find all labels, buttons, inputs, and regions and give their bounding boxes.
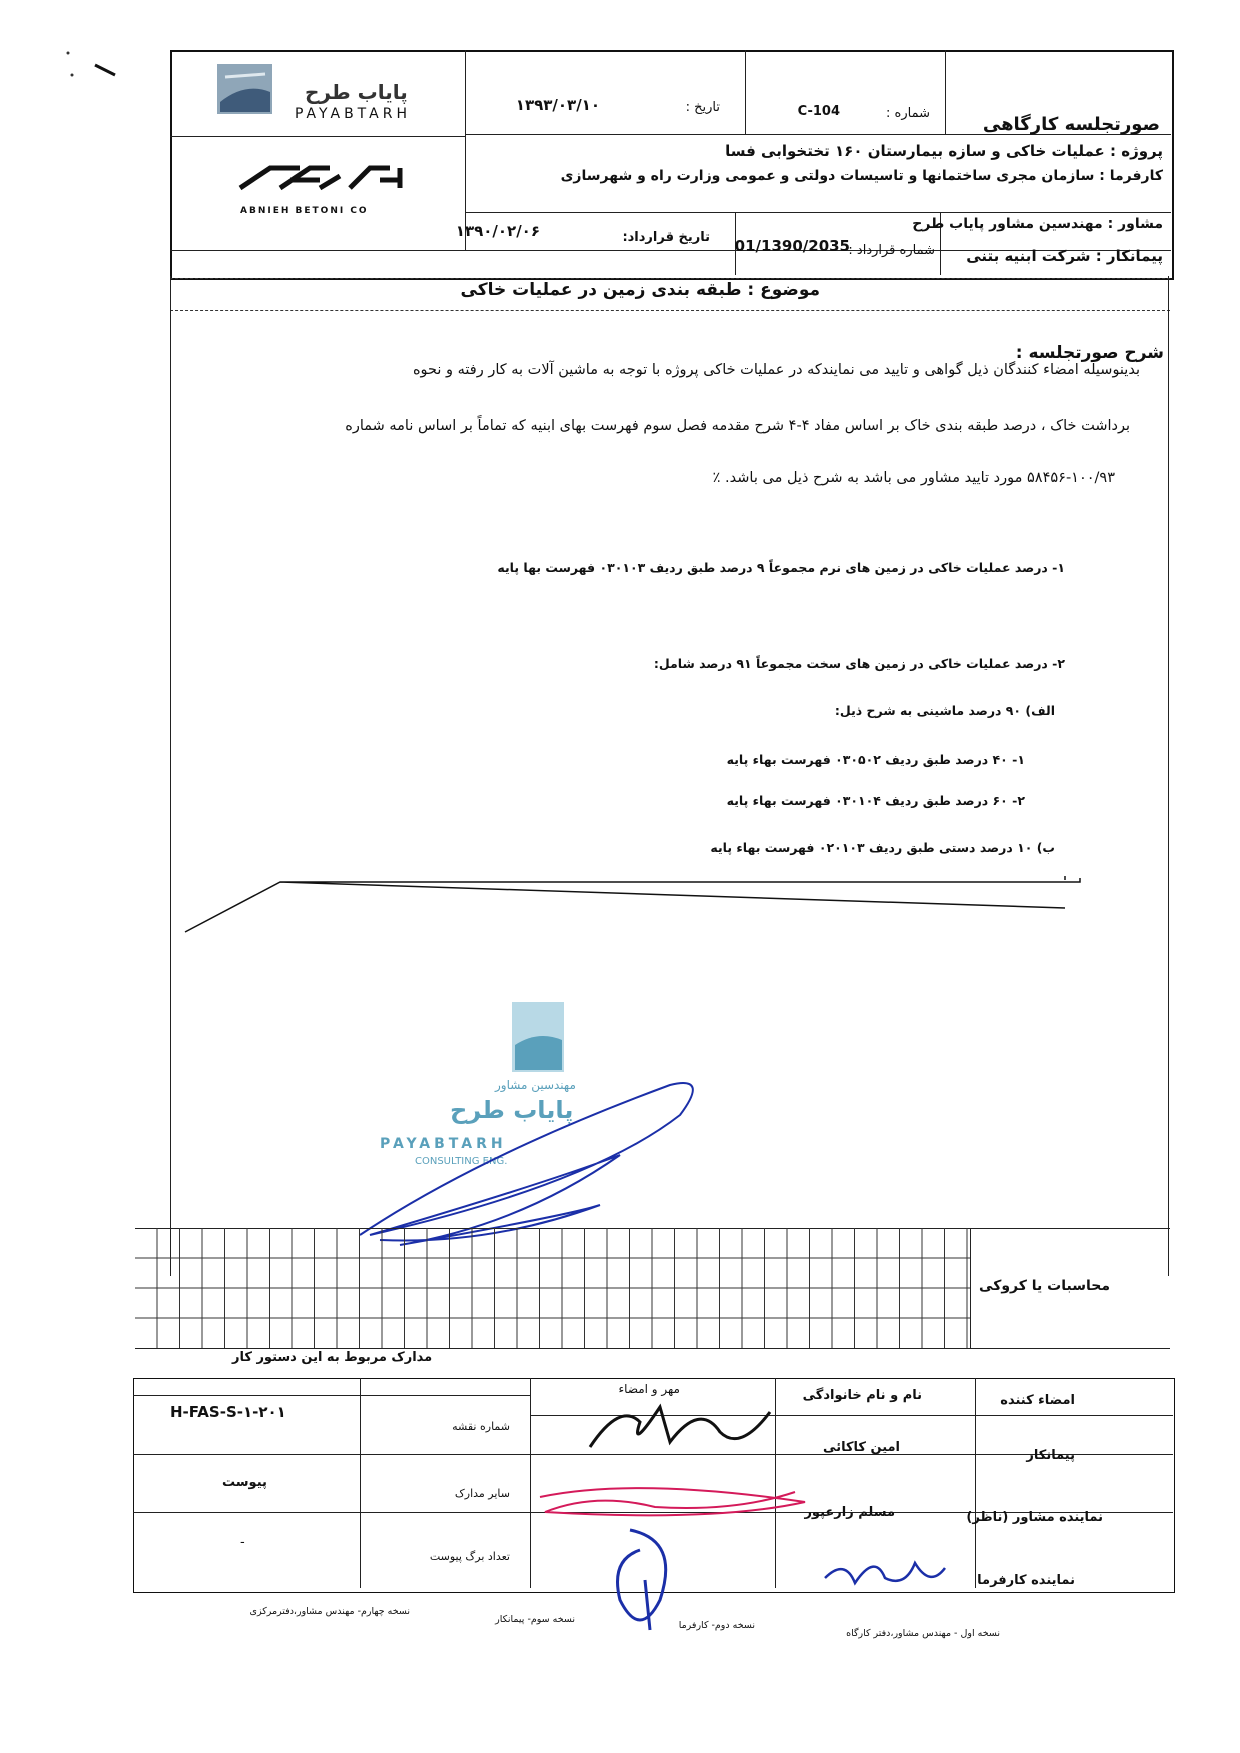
- date-label: تاریخ :: [685, 100, 720, 115]
- sketch-grid: [135, 1228, 970, 1348]
- consultant-logo-fa: پایاب طرح: [305, 80, 408, 104]
- row-name-1: مسلم زارعپور: [804, 1505, 895, 1520]
- body-left-border: [170, 276, 171, 1276]
- body-heading: شرح صورتجلسه :: [1015, 343, 1164, 363]
- contract-date-value: ۱۳۹۰/۰۲/۰۶: [455, 222, 540, 240]
- stamp-line-2: پایاب طرح: [450, 1096, 574, 1124]
- stamp-line-4: CONSULTING ENG.: [415, 1156, 508, 1167]
- item-1: ۱- درصد عملیات خاکی در زمین های نرم مجموعاً ۹ درصد طبق ردیف ۰۳۰۱۰۳ فهرست بها پایه: [497, 560, 1065, 575]
- row-role-0: پیمانکار: [1026, 1448, 1075, 1463]
- copy-2: نسخه دوم- کارفرما: [678, 1620, 755, 1631]
- body-line-1: بدینوسیله امضاء کنندگان ذیل گواهی و تایید می نمایندکه در عملیات خاکی پروژه با توجه به ماشین آلات به کار رفته و نحوه: [412, 362, 1140, 378]
- consultant-logo-en: PAYABTARH: [295, 106, 411, 122]
- col-role: امضاء کننده: [1000, 1393, 1075, 1408]
- col-name: نام و نام خانوادگی: [802, 1388, 922, 1403]
- number-label: شماره :: [886, 106, 930, 121]
- contractor-logo: [230, 158, 430, 228]
- drawing-no-value: H-FAS-S-۱-۲۰۱: [170, 1403, 286, 1421]
- number-value: C-104: [797, 104, 840, 119]
- docs-title: مدارک مربوط به این دستور کار: [232, 1350, 433, 1365]
- item-2: ۲- درصد عملیات خاکی در زمین های سخت مجموعاً ۹۱ درصد شامل:: [653, 656, 1065, 671]
- item-2b: ب) ۱۰ درصد دستی طبق ردیف ۰۲۰۱۰۳ فهرست بهاء پایه: [710, 840, 1055, 855]
- header-divider: [170, 278, 1170, 279]
- consultant-logo-icon: [215, 62, 275, 117]
- drawing-no-label: شماره نقشه: [452, 1420, 510, 1433]
- contract-no-label: شماره قرارداد :: [848, 243, 935, 258]
- subject-title: موضوع : طبقه بندی زمین در عملیات خاکی: [460, 280, 820, 300]
- margin-mark: [60, 45, 130, 115]
- contractor-logo-icon: [230, 158, 410, 198]
- contractor-signature: [580, 1392, 780, 1462]
- attach-count-value: -: [240, 1535, 245, 1550]
- attach-count-label: تعداد برگ پیوست: [429, 1550, 510, 1563]
- item-2a-1: ۱- ۴۰ درصد طبق ردیف ۰۳۰۵۰۲ فهرست بهاء پایه: [726, 752, 1025, 767]
- closing-lines: [180, 870, 1140, 950]
- item-2a: الف) ۹۰ درصد ماشینی به شرح ذیل:: [834, 703, 1055, 718]
- other-docs-value: پیوست: [222, 1475, 267, 1490]
- other-docs-label: سایر مدارک: [454, 1487, 510, 1500]
- stamp-line-3: PAYABTARH: [380, 1136, 507, 1152]
- body-right-border: [1168, 276, 1169, 1276]
- row-name-0: امین کاکائی: [823, 1440, 900, 1455]
- stamp-logo-icon: [510, 1000, 570, 1075]
- date-value: ۱۳۹۳/۰۳/۱۰: [515, 96, 600, 114]
- row-role-1: نماینده مشاور (ناظر): [966, 1510, 1103, 1525]
- contractor-line: پیمانکار : شرکت ابنیه بتنی: [966, 247, 1163, 265]
- stamp-line-1: مهندسین مشاور: [495, 1078, 576, 1092]
- body-line-3: ۵۸۴۵۶-۱۰۰/۹۳ مورد تایید مشاور می باشد به شرح ذیل می باشد. ٪: [712, 470, 1115, 486]
- consultant-logo: [215, 62, 455, 132]
- contractor-logo-en: ABNIEH BETONI CO: [240, 206, 369, 216]
- employer-line: کارفرما : سازمان مجری ساختمانها و تاسیسات دولتی و عمومی وزارت راه و شهرسازی: [560, 168, 1163, 184]
- body-line-2: برداشت خاک ، درصد طبقه بندی خاک بر اساس مفاد ۴-۴ شرح مقدمه فصل سوم فهرست بهای ابنیه که تماماً بر اساس نامه شماره: [345, 418, 1130, 434]
- employer-signature: [815, 1548, 955, 1598]
- doc-title: صورتجلسه کارگاهی: [982, 114, 1160, 135]
- project-line: پروژه : عملیات خاکی و سازه بیمارستان ۱۶۰ تختخوابی فسا: [725, 142, 1163, 160]
- col-sign: مهر و امضاء: [618, 1382, 680, 1396]
- copy-4: نسخه چهارم- مهندس مشاور،دفترمرکزی: [249, 1606, 410, 1617]
- contract-no-value: 01/1390/2035: [734, 237, 850, 255]
- row-role-2: نماینده کارفرما: [977, 1573, 1075, 1588]
- contract-date-label: تاریخ قرارداد:: [622, 230, 710, 245]
- sketch-label: محاسبات یا کروکی: [979, 1278, 1110, 1294]
- item-2a-2: ۲- ۶۰ درصد طبق ردیف ۰۳۰۱۰۴ فهرست بهاء پایه: [726, 793, 1025, 808]
- copy-1: نسخه اول - مهندس مشاور،دفتر کارگاه: [846, 1628, 1000, 1639]
- consultant-line: مشاور : مهندسین مشاور پایاب طرح: [912, 216, 1163, 232]
- copy-3: نسخه سوم- پیمانکار: [495, 1614, 575, 1625]
